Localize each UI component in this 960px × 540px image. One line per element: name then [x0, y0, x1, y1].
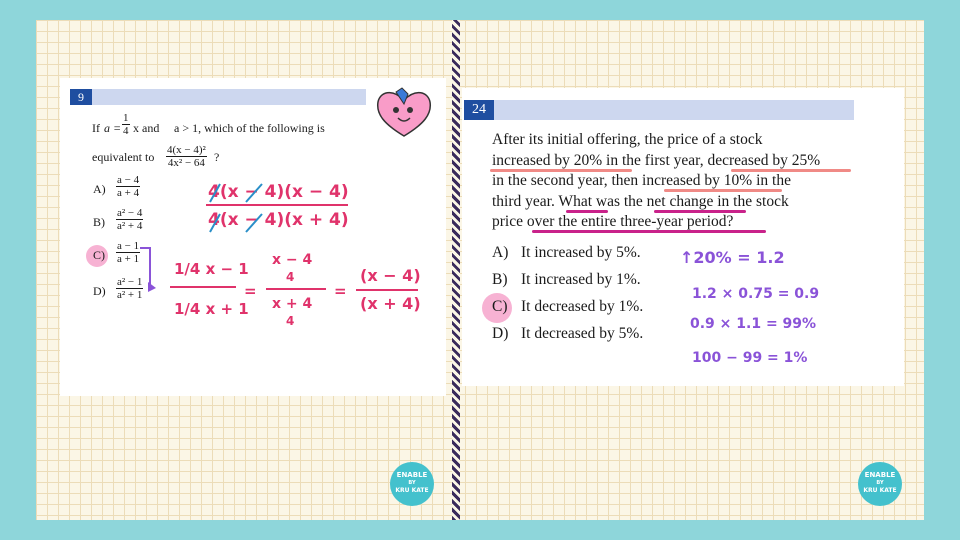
enable-logo-left: ENABLE BY KRU KATE: [390, 462, 434, 506]
choice-a-fraction[interactable]: $\frac{a - 4}{a + 4}$: [117, 174, 140, 199]
highlight-net-change: [654, 210, 746, 213]
choice-24-c-text[interactable]: It decreased by 1%.: [521, 298, 644, 315]
hw-equals-1: =: [244, 282, 257, 300]
heart-sticker-icon: [374, 86, 434, 140]
hw-fraction-bar-4: [356, 289, 418, 291]
choice-24-b-text[interactable]: It increased by 1%.: [521, 271, 641, 288]
hw-mid-denominator-sub: 4: [286, 314, 295, 328]
work-line-3: 0.9 × 1.1 = 99%: [690, 316, 817, 332]
choice-c-fraction[interactable]: $\frac{a - 1}{a + 1}$: [117, 240, 140, 265]
stem-if: If: [92, 121, 100, 135]
choice-c-letter[interactable]: C): [93, 248, 105, 262]
stem-condition: a > 1, which of the following is: [174, 121, 325, 135]
choice-24-a-letter[interactable]: A): [492, 244, 509, 261]
stem-question-mark: ?: [214, 150, 220, 164]
substitution-arrow-icon: [138, 246, 162, 294]
hw-mid-numerator: x − 4: [272, 252, 313, 268]
question-24-header: [464, 100, 854, 120]
choice-d-letter[interactable]: D): [93, 284, 106, 298]
stem-line-1: After its initial offering, the price of a stock: [492, 131, 763, 148]
highlight-what: [566, 210, 608, 213]
choice-b-fraction[interactable]: $\frac{\text{a² − 4}}{\text{a² + 4}}$: [117, 207, 143, 232]
question-24-number: 24: [464, 100, 494, 120]
stem-expression-fraction: $\frac{\text{4(x − 4)²}}{\text{4x² − 64}}$: [167, 144, 206, 169]
stem-quarter-fraction: $\frac{1}{4}$: [123, 112, 129, 137]
hw-result-denominator: (x + 4): [360, 294, 421, 313]
question-9-header: [70, 89, 366, 105]
choice-b-letter[interactable]: B): [93, 215, 105, 229]
stem-x-and: x and: [133, 121, 160, 135]
stem-line-2: increased by 20% in the first year, decreased by 25%: [492, 151, 821, 169]
choice-d-fraction[interactable]: $\frac{\text{a² − 1}}{\text{a² + 1}}$: [117, 276, 143, 301]
hw-fraction-bar-3: [266, 288, 326, 290]
stem-equivalent: equivalent to: [92, 150, 155, 164]
stem-line-5: price over the entire three-year period?: [492, 213, 734, 230]
stem-line-4: third year. What was the net change in the stock: [492, 192, 789, 210]
hw-fraction-bar-2: [170, 286, 236, 288]
highlight-increased-10: [664, 189, 782, 192]
hw-top-factored: 4(x − 4)(x − 4): [208, 182, 349, 202]
stem-line-3: in the second year, then increased by 10% in the: [492, 172, 791, 189]
stem-a-eq: a =: [104, 121, 122, 135]
hw-bottom-factored: 4(x − 4)(x + 4): [208, 210, 349, 230]
page-divider: [452, 20, 460, 520]
work-line-4: 100 − 99 = 1%: [692, 350, 808, 366]
choice-24-a-text[interactable]: It increased by 5%.: [521, 244, 641, 261]
work-line-1: ↑20% = 1.2: [680, 248, 785, 267]
hw-result-numerator: (x − 4): [360, 266, 421, 285]
hw-equals-2: =: [334, 282, 347, 300]
choice-24-d-text[interactable]: It decreased by 5%.: [521, 325, 644, 342]
choice-a-letter[interactable]: A): [93, 182, 106, 196]
highlight-entire-period: [532, 230, 766, 233]
choice-24-c-letter[interactable]: C): [492, 298, 508, 315]
hw-cancel-strokes: [206, 180, 286, 236]
highlight-decreased-25: [731, 169, 851, 172]
hw-sub-denominator: 1/4 x + 1: [174, 300, 249, 318]
hw-mid-denominator: x + 4: [272, 296, 313, 312]
choice-24-d-letter[interactable]: D): [492, 325, 509, 342]
work-line-2: 1.2 × 0.75 = 0.9: [692, 286, 820, 302]
enable-logo-right: ENABLE BY KRU KATE: [858, 462, 902, 506]
hw-mid-numerator-sub: 4: [286, 270, 295, 284]
question-24-stem: [492, 130, 820, 233]
choice-24-b-letter[interactable]: B): [492, 271, 508, 288]
hw-sub-numerator: 1/4 x − 1: [174, 260, 249, 278]
question-9-number: 9: [70, 89, 92, 105]
highlight-increased-20: [490, 169, 632, 172]
